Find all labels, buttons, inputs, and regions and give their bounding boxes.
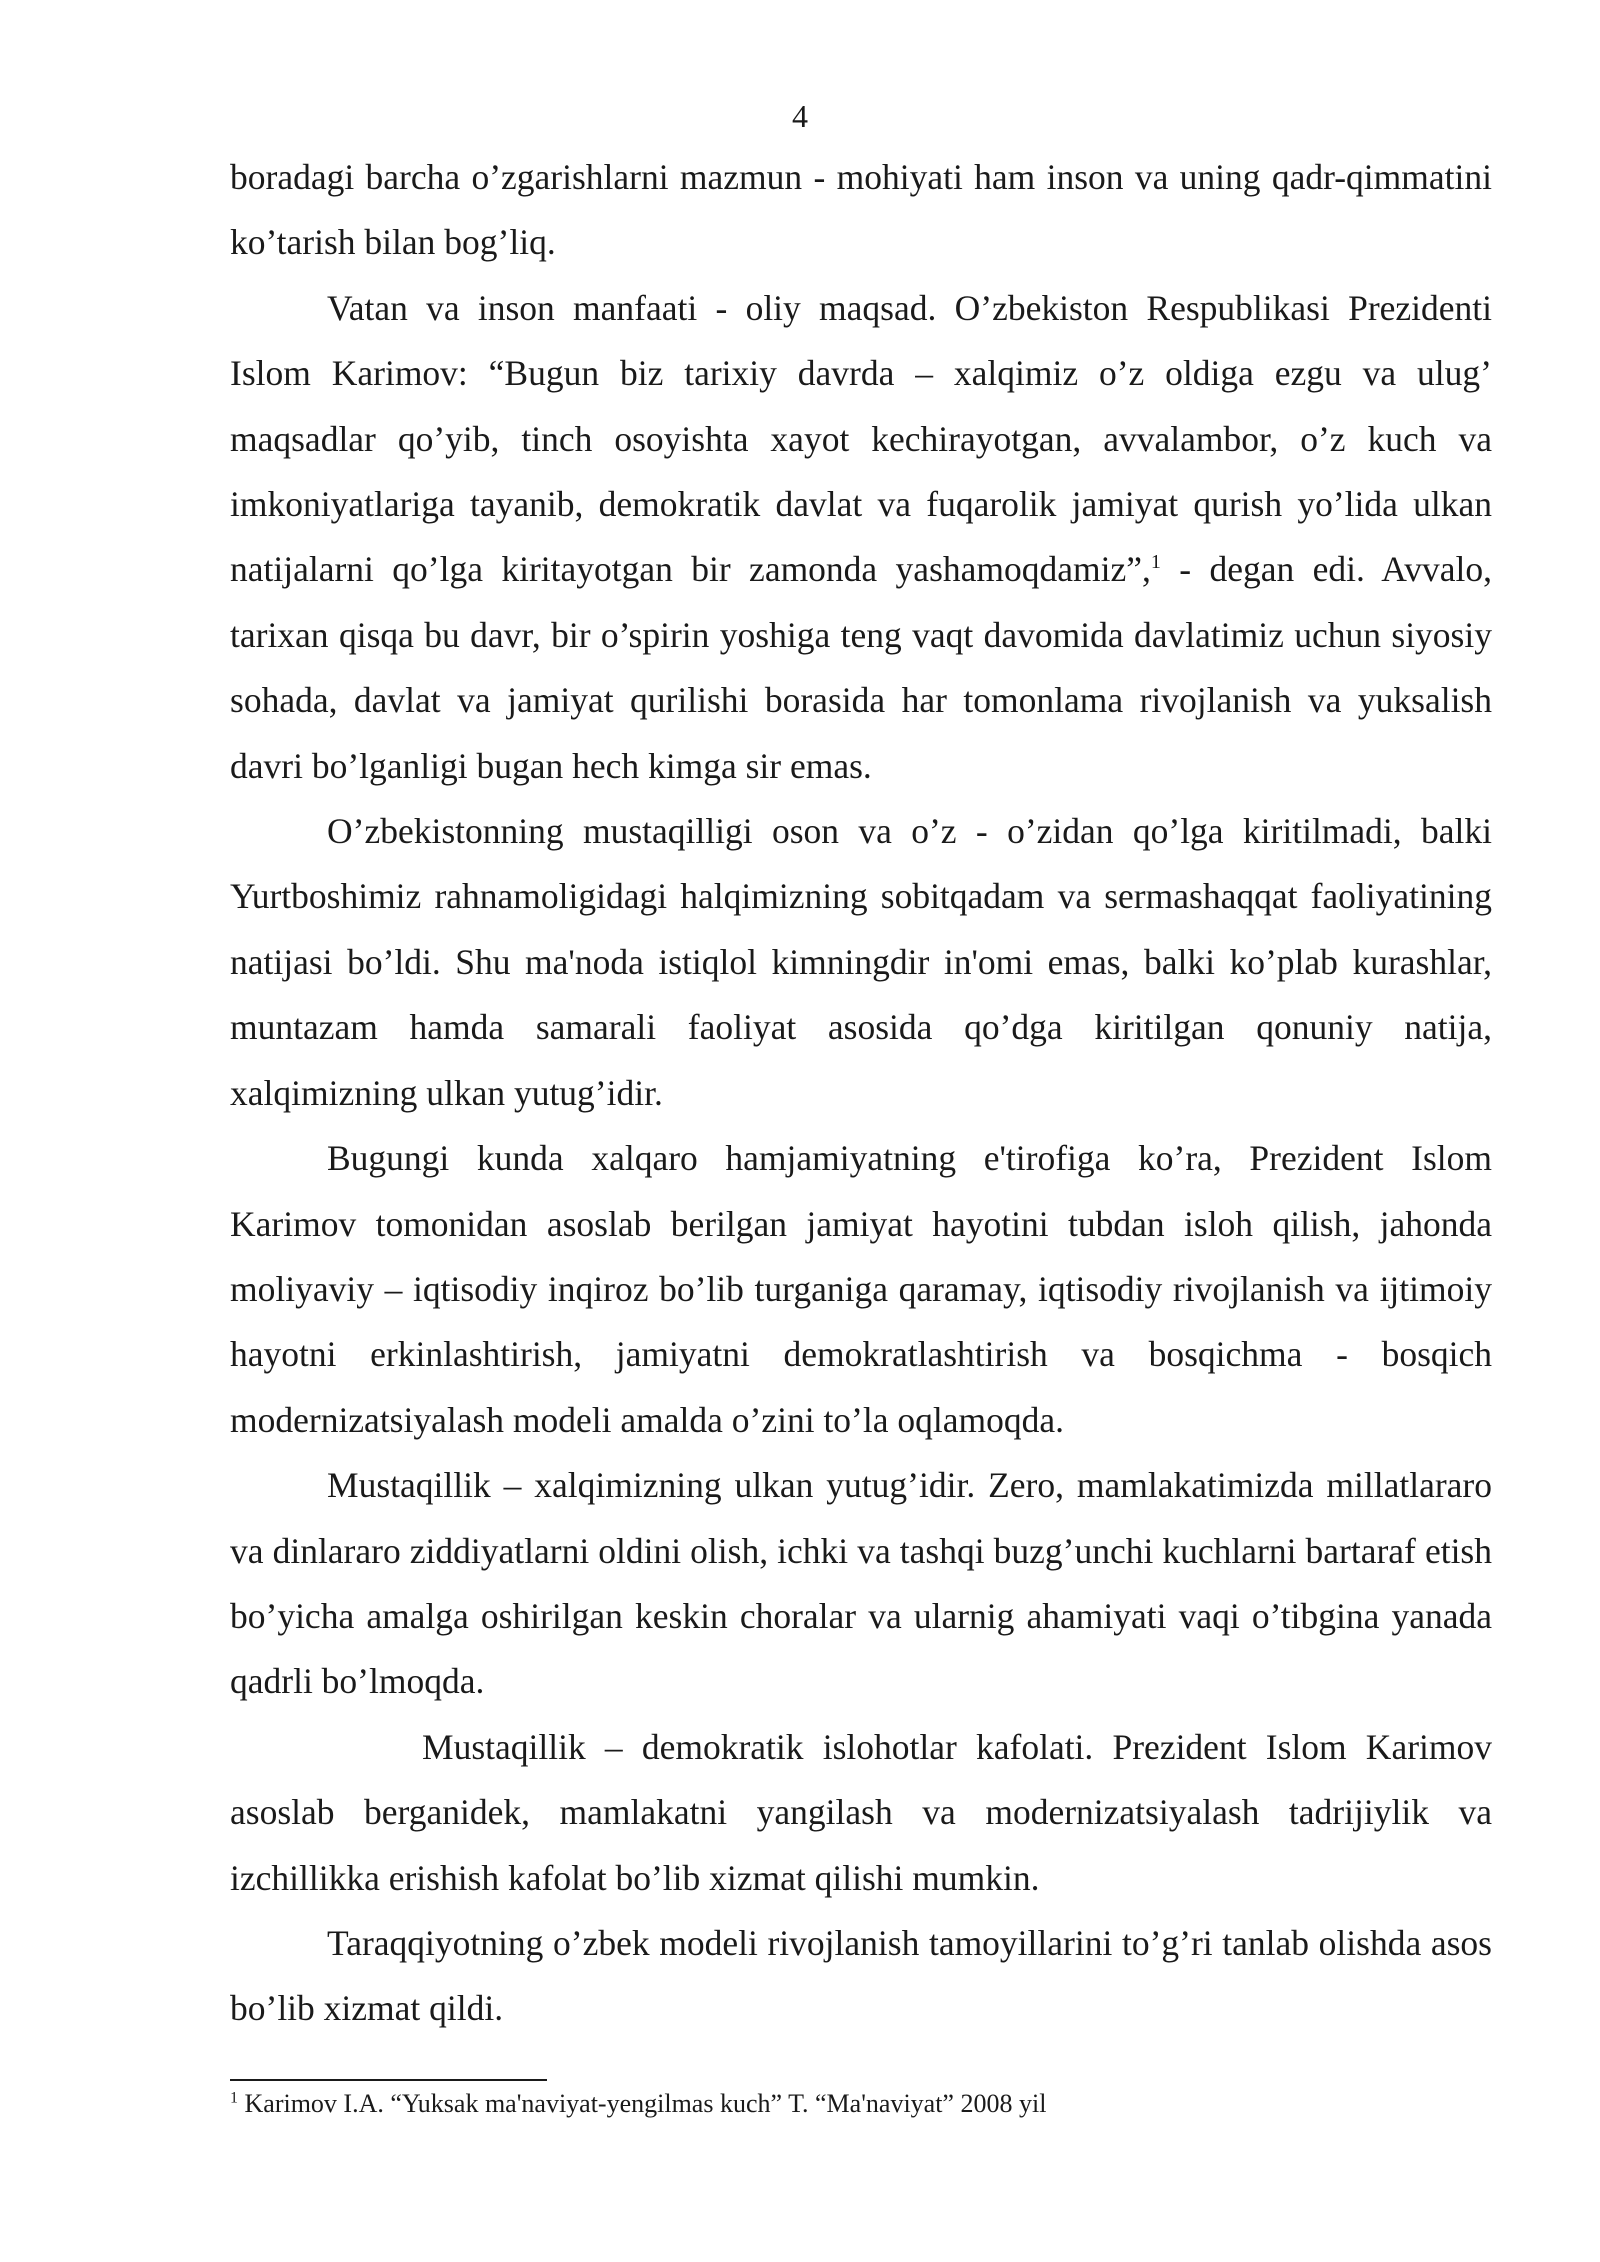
footnote-text: Karimov I.A. “Yuksak ma'naviyat-yengilmas kuch” T. “Ma'naviyat” 2008 yil <box>238 2089 1047 2118</box>
quote-continuation: Avvalo, tarixan qisqa bu davr, bir o’spirin yoshiga teng vaqt davomida davlatimiz uchun siyosiy sohada, davlat va jamiyat qurilishi borasida har tomonlama rivojlanish va yuksalish davri bo’lganligi bugan hech kimga sir emas. <box>230 549 1492 786</box>
paragraph-uzbek-model: Taraqqiyotning o’zbek modeli rivojlanish tamoyillarini to’g’ri tanlab olishda asos bo’lib xizmat qildi. <box>230 1922 1492 2029</box>
body-text <box>230 145 1492 2042</box>
footnote-divider <box>230 2079 547 2081</box>
paragraph-reforms: Mustaqillik – demokratik islohotlar kafolati. Prezident Islom Karimov asoslab berganidek, mamlakatni yangilash va modernizatsiyalash tadrijiylik va izchillikka erishish kafolat bo’lib xizmat qilishi mumkin. <box>230 1726 1492 1898</box>
quote-text: Vatan va inson manfaati - oliy maqsad. O’zbekiston Respublikasi Prezidenti Islom Karimov: “Bugun biz tarixiy davrda – xalqimiz o’z oldiga ezgu va ulug’ maqsadlar qo’yib, tinch osoyishta xayot kechirayotgan, avvalambor, o’z kuch va imkoniyatlariga tayanib, demokratik davlat va fuqarolik jamiyat qurish yo’lida ulkan natijalarni qo’lga kiritayotgan bir zamonda yashamoqdamiz”, <box>230 287 1492 590</box>
page-number: 4 <box>792 98 808 134</box>
footnote-reference: 1 <box>1150 551 1161 574</box>
footnote <box>230 2087 1492 2121</box>
paragraph-vatan-quote <box>230 276 1492 799</box>
footnote-marker: 1 <box>230 2089 238 2107</box>
paragraph-independence: O’zbekistonning mustaqilligi oson va o’z - o’zidan qo’lga kiritilmadi, balki Yurtboshimiz rahnamoligidagi halqimizning sobitqadam va sermashaqqat faoliyatining natijasi bo’ldi. Shu ma'noda istiqlol kimningdir in'omi emas, balki ko’plab kurashlar, muntazam hamda samarali faoliyat asosida qo’dga kiritilgan qonuniy natija, xalqimizning ulkan yutug’idir. <box>230 811 1492 1113</box>
quote-tail: - degan edi. <box>1160 549 1365 590</box>
paragraph-achievement: Mustaqillik – xalqimizning ulkan yutug’idir. Zero, mamlakatimizda millatlararo va dinlararo ziddiyatlarni oldini olish, ichki va tashqi buzg’unchi kuchlarni bartaraf etish bo’yicha amalga oshirilgan keskin choralar va ularnig ahamiyati vaqi o’tibgina yanada qadrli bo’lmoqda. <box>230 1465 1492 1702</box>
paragraph-international: Bugungi kunda xalqaro hamjamiyatning e'tirofiga ko’ra, Prezident Islom Karimov tomonidan asoslab berilgan jamiyat hayotini tubdan isloh qilish, jahonda moliyaviy – iqtisodiy inqiroz bo’lib turganiga qaramay, iqtisodiy rivojlanish va ijtimoiy hayotni erkinlashtirish, jamiyatni demokratlashtirish va bosqichma - bosqich modernizatsiyalash modeli amalda o’zini to’la oqlamoqda. <box>230 1138 1492 1440</box>
paragraph-continuation: boradagi barcha o’zgarishlarni mazmun - mohiyati ham inson va uning qadr-qimmatini ko’tarish bilan bog’liq. <box>230 157 1492 263</box>
